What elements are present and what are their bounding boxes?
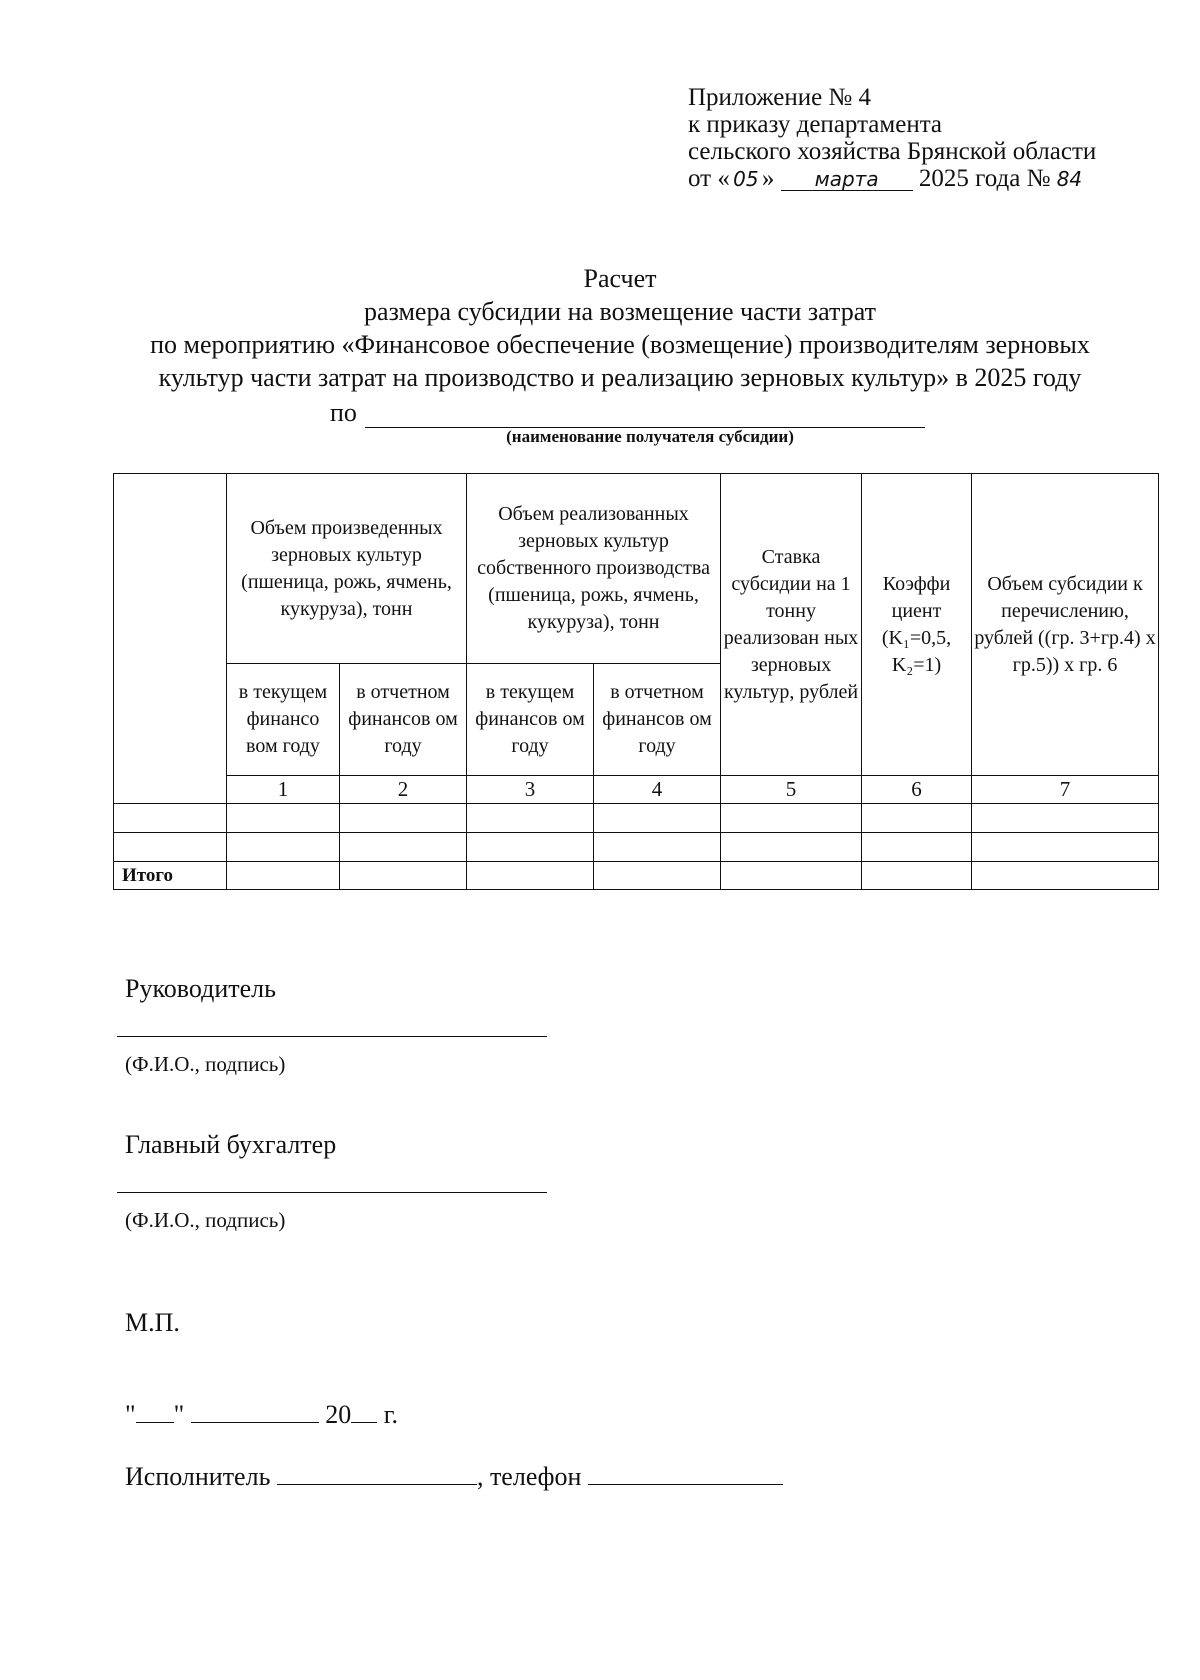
handwritten-day: 05 [733,167,759,191]
accountant-caption: (Ф.И.О., подпись) [125,1208,286,1232]
appendix-header [688,84,1188,193]
handwritten-month: марта [781,168,913,191]
coef-label: Коэффи циент [882,572,951,622]
total-cell[interactable] [594,862,721,890]
title-line-3: по мероприятию «Финансовое обеспечение (возмещение) производителям зерновых [150,330,1090,359]
table-cell[interactable] [467,804,594,833]
coef-k1: (K₁=0,5, [881,626,952,649]
column-number: 4 [594,776,721,804]
column-number: 1 [227,776,340,804]
total-cell[interactable] [340,862,467,890]
date-year-blank[interactable] [351,1402,377,1423]
row-label-header [114,474,227,804]
column-number: 7 [972,776,1159,804]
accountant-signature-line[interactable] [117,1192,547,1193]
total-cell[interactable] [972,862,1159,890]
head-title: Руководитель [125,974,276,1003]
title-line-1: Расчет [583,264,657,293]
executor-label: Исполнитель [125,1462,271,1491]
table-cell[interactable] [862,804,972,833]
table-row [114,833,1159,862]
date-year: 2025 года № [918,165,1057,192]
appendix-order-ref: к приказу департамента [688,111,943,138]
column-number: 3 [467,776,594,804]
recipient-prefix: по [330,398,357,427]
handwritten-order-number: 84 [1056,167,1083,191]
appendix-department: сельского хозяйства Брянской области [688,138,1097,165]
date-year-suffix: г. [383,1400,398,1429]
recipient-field [330,398,930,428]
header-coefficient [862,474,972,776]
header-sold-volume: Объем реализованных зерновых культур собственного производства (пшеница, рожь, ячмень, кукуруза), тонн [467,474,721,664]
recipient-blank-line[interactable] [365,403,925,428]
table-cell[interactable] [972,833,1159,862]
total-cell[interactable] [467,862,594,890]
signing-date-line [125,1400,398,1430]
header-subsidy-rate: Ставка субсидии на 1 тонну реализован ных зерновых культур, рублей [721,474,862,776]
total-cell[interactable] [721,862,862,890]
column-number: 2 [340,776,467,804]
table-cell[interactable] [862,833,972,862]
accountant-title: Главный бухгалтер [125,1130,337,1159]
column-number: 6 [862,776,972,804]
total-label: Итого [114,862,227,890]
head-signature-line[interactable] [117,1036,547,1037]
date-prefix: от « [688,165,730,192]
total-cell[interactable] [862,862,972,890]
appendix-number: Приложение № 4 [688,84,872,111]
title-line-2: размера субсидии на возмещение части затрат [364,297,876,326]
date-day-blank[interactable] [136,1402,174,1423]
coef-k2: K₂=1) [891,653,942,676]
table-cell[interactable] [721,804,862,833]
date-quote-close: » [761,165,775,192]
subheader-sold-current: в текущем финансов ом году [467,664,594,776]
title-line-4: культур части затрат на производство и реализацию зерновых культур» в 2025 году [158,363,1082,392]
recipient-caption: (наименование получателя субсидии) [506,427,794,446]
stamp-place: М.П. [125,1308,180,1337]
appendix-date-line [688,165,1188,193]
phone-blank[interactable] [588,1464,783,1485]
table-cell[interactable] [594,833,721,862]
date-quote-close: " [173,1400,185,1429]
date-month-blank[interactable] [191,1402,319,1423]
header-subsidy-amount: Объем субсидии к перечислению, рублей ((гр. 3+гр.4) x гр.5)) х гр. 6 [972,474,1159,776]
table-cell[interactable] [721,833,862,862]
subheader-sold-previous: в отчетном финансов ом году [594,664,721,776]
executor-line [125,1462,783,1492]
table-cell[interactable] [467,833,594,862]
column-number: 5 [721,776,862,804]
table-cell[interactable] [340,833,467,862]
document-title [100,262,1140,394]
table-cell [114,833,227,862]
table-cell [114,804,227,833]
table-cell[interactable] [227,833,340,862]
subheader-produced-current: в текущем финансо вом году [227,664,340,776]
table-cell[interactable] [340,804,467,833]
total-cell[interactable] [227,862,340,890]
subheader-produced-previous: в отчетном финансов ом году [340,664,467,776]
column-number-row [114,776,1159,804]
header-produced-volume: Объем произведенных зерновых культур (пшеница, рожь, ячмень, кукуруза), тонн [227,474,467,664]
table-cell[interactable] [972,804,1159,833]
phone-label: , телефон [476,1462,582,1491]
total-row [114,862,1159,890]
head-caption: (Ф.И.О., подпись) [125,1052,286,1076]
subsidy-table [113,473,1159,890]
date-quote-open: " [125,1400,136,1429]
executor-name-blank[interactable] [277,1464,477,1485]
table-cell[interactable] [594,804,721,833]
table-cell[interactable] [227,804,340,833]
table-row [114,804,1159,833]
date-year-prefix: 20 [325,1400,352,1429]
